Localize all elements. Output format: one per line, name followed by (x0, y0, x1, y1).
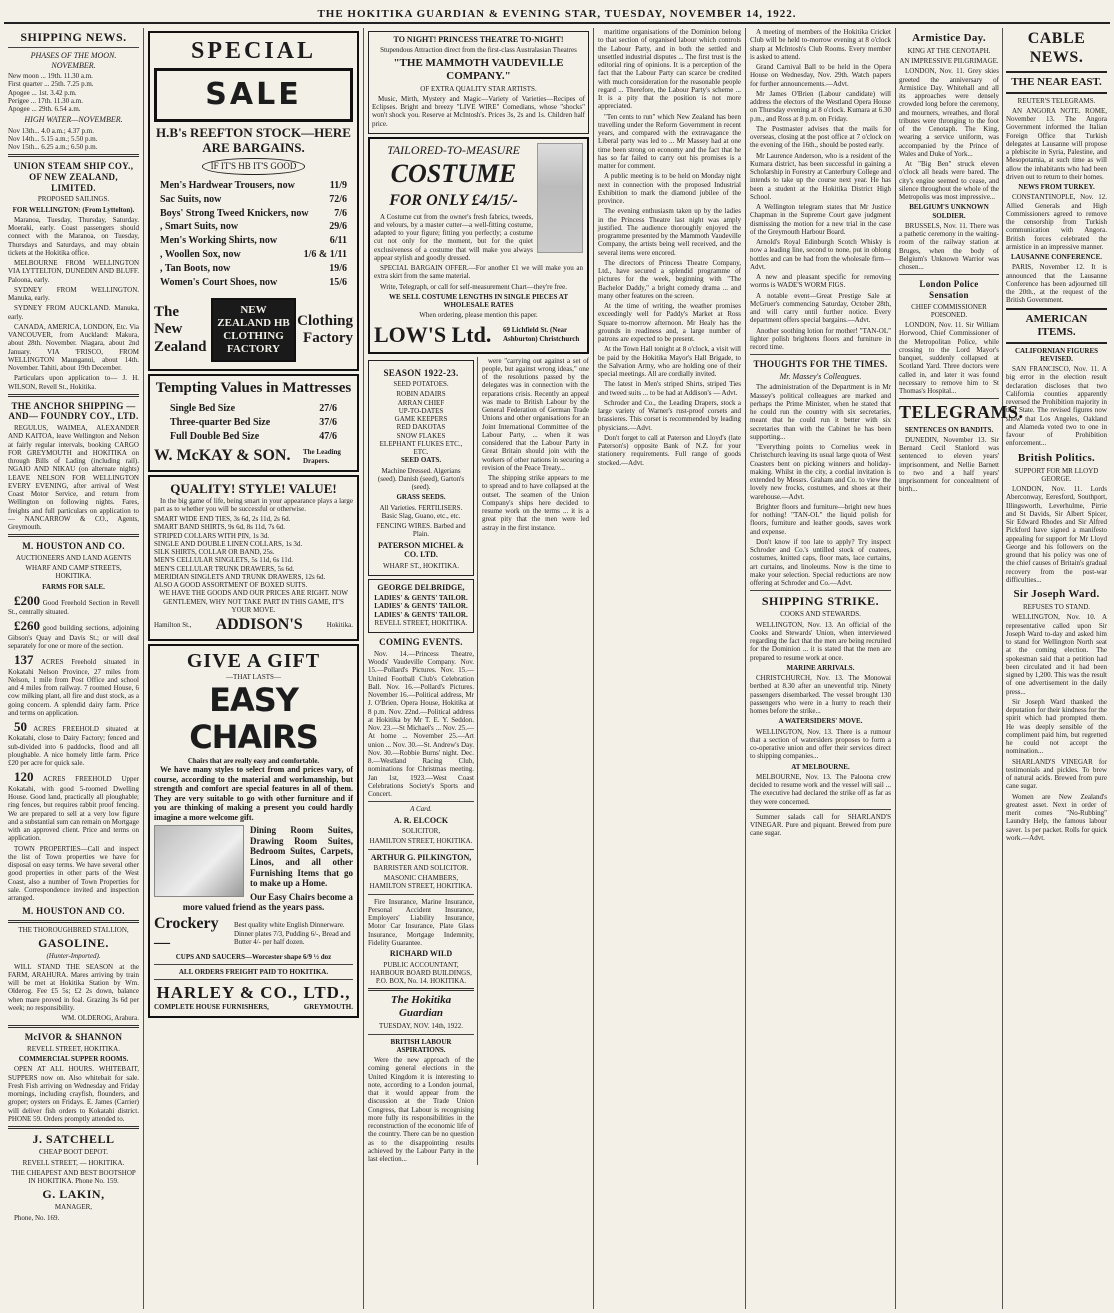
wellington-heading: FOR WELLINGTON: (From Lyttelton). (12, 205, 135, 214)
price-row-price: 7/6 (334, 207, 347, 219)
american-sub: CALIFORNIAN FIGURES REVISED. (1014, 346, 1099, 363)
special-heading: SPECIAL (190, 38, 317, 64)
mcivor-sub: COMMERCIAL SUPPER ROOMS. (18, 1055, 129, 1064)
mcivor-address: REVELL STREET, HOKITIKA. (27, 1044, 120, 1053)
harley-ad (148, 644, 359, 1018)
farm-4: 50 ACRES FREEHOLD situated at Kokatahi, close to Dairy Factory; fenced and sub-divided into 6 paddocks, flood and all ploughable. A nice homely little farm. Price £20 per acre for quick sale. (8, 719, 139, 768)
local-text-4: The evening enthusiasm taken up by the ladies in the Princess Theatre last night was amply justified. The audience thoroughly enjoyed the programme presented by the Mammoth Vaudeville Company, the artists being well received, and the several items were encored. (598, 207, 741, 257)
near-east-heading: THE NEAR EAST. (1006, 71, 1107, 94)
price-row-price: 1/6 & 1/11 (303, 248, 347, 260)
usco-sub: PROPOSED SAILINGS. (37, 195, 110, 204)
delbridge-line: LADIES' & GENTS' TAILOR. (374, 610, 468, 619)
mattress-row-price: 37/6 (319, 416, 337, 428)
lakin-sub: MANAGER, (54, 1203, 93, 1212)
quality-item: ALSO A GOOD ASSORTMENT OF BOXED SUITS. (154, 581, 308, 589)
paterson-name: PATERSON MICHEL & CO. LTD. (378, 540, 464, 560)
costume-patterns: WE SELL COSTUME LENGTHS IN SINGLE PIECES AT WHOLESALE RATES (388, 292, 568, 310)
gasoline-signature: WM. OLDEROG, Arahura. (61, 1014, 139, 1023)
mckay-name: W. McKAY & SON. (154, 447, 291, 465)
farm-5-price: 120 (14, 769, 34, 785)
wellington-text: Maranoa, Tuesday, Thursday, Saturday. Moeraki, early. Coast passengers should connect with the Maranoa, on Tuesday, Thursdays and Saturdays, and may obtain tickets at the Hokitika office. (8, 215, 139, 257)
column-notices (364, 28, 594, 1309)
fashion-illustration (537, 143, 583, 253)
harley-name: HARLEY & CO., LTD., (156, 983, 351, 1003)
mattress-row-label: Full Double Bed Size (170, 430, 260, 442)
seed-item: UP-TO-DATES (398, 406, 444, 415)
quality-list (154, 515, 353, 589)
addison-right: Hokitika. (326, 621, 353, 630)
price-row-label: Men's Working Shirts, now (160, 235, 278, 247)
card-heading: A Card. (410, 805, 432, 814)
mcivor-heading: McIVOR & SHANNON (24, 1032, 123, 1043)
mammoth-sub: OF EXTRA QUALITY STAR ARTISTS. (420, 84, 537, 93)
lausanne-text: PARIS, November 12. It is announced that the Lausanne Conference has been adjourned till the 20th., at the request of the British Government. (1006, 263, 1107, 305)
price-row-label: Women's Court Shoes, now (160, 276, 278, 288)
shamrock-text: Summer salads call for SHARLAND'S VINEGAR. Pure and piquant. Brewed from pure cane sugar. (750, 812, 891, 838)
seed-ad (368, 360, 474, 576)
fencing-text: FENCING WIRES. Barbed and Plain. (376, 522, 466, 539)
grass-heading: GRASS SEEDS. (396, 493, 446, 502)
armistice-heading: Armistice Day. (912, 32, 986, 44)
farm-1-price: £200 (14, 592, 40, 608)
coming-events-text: Nov. 14.—Princess Theatre, Woods' Vaudeville Company. Nov. 15.—Pollard's Pictures. Nov. 15.—United Football Club's Celebration Ball. Nov. 16.—Pollard's Pictures. November 16.—Political address, Mr J. O'Brien. Opera House, Hokitika at 8 p.m. Nov. 22nd.—Political address at Hokitika by Mr T. E. Y. Seddon. Nov. 23.—St Michael's ... Nov. 25.—At home ... November 25.—Art union ... Nov. 30.—St. Andrew's Day. Nov. 30.—Robbie Burns' night. Dec. 8.—Westland Racing Club, nominations for Christmas meeting. Jan 1st, 1923.—West Coast Celebrations Society's Sports and Concert. (368, 649, 474, 799)
shipping-heading: SHIPPING NEWS. (20, 30, 127, 44)
princess-sub: Stupendous Attraction direct from the first-class Australasian Theatres (380, 46, 577, 55)
american-text: SAN FRANCISCO, Nov. 11. A big error in the election result declaration discloses that two California counties apparently reversed the Prohibition majority in that State. The revised figures now show that Los Angeles, Oakland and Alameda voted two to one in favour of Prohibition enforcement... (1006, 365, 1107, 448)
seed-item: ELEPHANT FLUKES ETC., ETC. (379, 439, 463, 457)
price-list (154, 179, 353, 289)
price-row (154, 262, 353, 276)
thoughts-text-4: Don't know if too late to apply? Try inspect Schroder and Co.'s untilled stock of coatees, costumes, knitted caps, floor mats, lace curtains, art curtains, and linoleums. Now is the time to make your selection. Special reductions are now offering at Schroder and Co.—Advt. (750, 537, 891, 588)
price-row-label: , Woollen Sox, now (160, 248, 241, 260)
district-text-4: The Postmaster advises that the mails for overseas, closing at the post office at 7 o'clock on the evening of the 16th., should be posted early. (750, 124, 891, 150)
delbridge-line: LADIES' & GENTS' TAILOR. (374, 594, 468, 603)
gift-sub: —THAT LASTS— (226, 673, 281, 682)
seed-item: RED DAKOTAS (396, 423, 446, 432)
farms-heading: FARMS FOR SALE. (42, 582, 105, 591)
farm-2-price: £260 (14, 618, 40, 634)
quality-footer: WE HAVE THE GOODS AND OUR PRICES ARE RIGHT. NOW GENTLEMEN, WHY NOT TAKE PART IN THIS GAME, IT'S YOUR MOVE. (158, 589, 348, 614)
high-water-heading: HIGH WATER—NOVEMBER. (24, 115, 123, 125)
ward-text-2: Sir Joseph Ward thanked the deputation for their kindness for the spirit which had prompted them. He was deeply sensible of the compliment paid him, but regretted he could not accept the nomination... (1006, 697, 1107, 756)
mattress-prices (164, 402, 343, 443)
stallion-heading: THE THOROUGHBRED STALLION, (18, 925, 129, 934)
nz-clothing-logo: NEW ZEALAND HB CLOTHING FACTORY (211, 298, 297, 362)
moon-line: Apogee ... 1st. 3.42 p.m. (8, 88, 77, 97)
high-water-line: Nov 13th... 4.0 a.m.; 4.37 p.m. (8, 126, 94, 135)
oats-text: Machine Dressed. Algerians (seed). Danish (seed), Garton's (seed). (377, 466, 465, 492)
price-row (154, 248, 353, 262)
mattress-row (164, 402, 343, 416)
paterson-sub: WHARF ST., HOKITIKA. (383, 561, 459, 570)
coming-events-heading: COMING EVENTS. (379, 637, 463, 648)
local-text-5: The directors of Princess Theatre Company, Ltd., have secured a splendid programme of pictures for the week, beginning with "The Bachelor Daddy," a bright comedy drama ... and many other features on the screen. (598, 258, 741, 300)
easy-chairs-heading: EASY CHAIRS (189, 680, 318, 757)
delbridge-line: LADIES' & GENTS' TAILOR. (374, 602, 468, 611)
shipping-strike-heading: SHIPPING STRIKE. (761, 594, 880, 609)
marine-text: CHRISTCHURCH, Nov. 13. The Monowai berthed at 8.30 after an uneventful trip. Ninety passengers disembarked. The vessel brought 130 passengers who were in a hurry to reach their homes before the strike... (750, 674, 891, 716)
satchell-heading: J. SATCHELL (32, 1132, 115, 1147)
costume-text2: SPECIAL BARGAIN OFFER.—For another £1 we will make you an extra skirt from the same material. (374, 264, 583, 281)
seed-heading: SEED POTATOES. (393, 380, 449, 389)
fits-badge: IF IT'S HB IT'S GOOD (202, 158, 306, 175)
pilkington-name: ARTHUR G. PILKINGTON, (370, 852, 472, 862)
column-district-news (746, 28, 896, 1309)
telegrams-sub: SENTENCES ON BANDITS. (904, 425, 994, 434)
local-text-6: At the time of writing, the weather promises exceedingly well for Paddy's Market at Ross Square to-morrow afternoon. Mr Healy has the grounds in readiness and, a large number of patrons are expected to be present. (598, 302, 741, 343)
gasoline-text: WILL STAND THE SEASON at the FARM, ARAHURA. Mares arriving by train will be met at Hokitika Station by Wm. Olderog. Fee £5 5s; £2 2s down, balance when mare proved in foal. Grazing 3s 6d per week; no responsibility. (8, 962, 139, 1012)
costume-heading: COSTUME (390, 159, 517, 189)
satchell-text: THE CHEAPEST AND BEST BOOTSHOP IN HOKITIKA. Phone No. 159. (11, 1168, 136, 1186)
guardian-nameplate: The Hokitika Guardian (390, 994, 452, 1020)
moon-heading: PHASES OF THE MOON. NOVEMBER. (30, 51, 117, 70)
clothing-factory-label: Clothing Factory (297, 312, 354, 347)
armistice-sub-2: AN IMPRESSIVE PILGRIMAGE. (899, 57, 999, 66)
quality-item: STRIPED COLLARS WITH PIN, 1s 3d. (154, 531, 270, 540)
local-text-7: At the Town Hall tonight at 8 o'clock, a visit will be paid by the Hokitika Mayor's Hall Brigade, to the Salvation Army, who are holding one of their special meetings. All are cordially invited. (598, 345, 741, 378)
princess-theatre-ad (368, 31, 589, 134)
houston-heading: M. HOUSTON AND CO. (22, 541, 125, 552)
pilkington-sub: BARRISTER AND SOLICITOR. (373, 863, 469, 872)
quality-heading: QUALITY! STYLE! VALUE! (170, 481, 337, 497)
price-row-label: Sac Suits, now (160, 193, 222, 205)
ward-heading: Sir Joseph Ward. (1013, 588, 1100, 601)
harley-town: GREYMOUTH. (303, 1003, 353, 1012)
price-row-label: Boys' Strong Tweed Knickers, now (160, 207, 309, 219)
mattress-row-price: 47/6 (319, 430, 337, 442)
mattress-row-price: 27/6 (319, 402, 337, 414)
costume-note: Write, Telegraph, or call for self-measurement Chart—they're free. (380, 282, 567, 291)
waterside-heading: A WATERSIDERS' MOVE. (778, 717, 863, 726)
price-row-price: 29/6 (329, 221, 347, 233)
notices-right (482, 357, 589, 1166)
local-text-3: A public meeting is to be held on Monday night next in connection with the proposed Industrial Exhibition to mark the diamond jubilee of the province. (598, 172, 741, 205)
high-water-line: Nov 14th... 5.15 a.m.; 5.50 p.m. (8, 134, 98, 143)
gasoline-heading: GASOLINE. (38, 936, 109, 951)
farm-3: 137 ACRES Freehold situated in Kokatahi Nelson Province, 27 miles from Nelson, 1 mile from Post Office and school and 4 miles from railway. 7 roomed House, 6 cow milking plant, all fire and dust stock, as a going concern. A splendid dairy farm. Price and terms on application. (8, 652, 139, 717)
satchell-sub: CHEAP BOOT DEPOT. (39, 1148, 108, 1157)
farm-1: £200 Good Freehold Section in Revell St., centrally situated. (8, 592, 140, 617)
thoughts-heading: THOUGHTS FOR THE TIMES. (753, 359, 888, 370)
easy-chairs-sub: Chairs that are really easy and comfortable. (187, 757, 320, 766)
price-row-price: 15/6 (329, 276, 347, 288)
moon-lines (8, 72, 139, 113)
strike-sub: COOKS AND STEWARDS. (780, 610, 861, 619)
quality-item: MEN'S CELLULAR SINGLETS, 5s 11d, 6s 11d. (154, 556, 293, 565)
anchor-heading: THE ANCHOR SHIPPING —AND— FOUNDRY COY., LTD. (8, 400, 139, 422)
waterside-text: WELLINGTON, Nov. 13. There is a rumour that a section of watersiders proposes to form a co-operative union and offer their services direct to shipping companies... (750, 727, 891, 761)
column-cables (896, 28, 1110, 1309)
new-zealand-label: The New Zealand (154, 303, 207, 356)
column-shipping (4, 28, 144, 1309)
price-row (154, 193, 353, 207)
quality-text: In the big game of life, being smart in your appearance plays a large part as to whether you will be successful or otherwise. (154, 496, 353, 513)
armistice-text: LONDON, Nov. 11. Grey skies greeted the anniversary of Armistice Day. Whitehall and all its approaches were densely crowded long before the ceremony, and mourners, wreathes, and floral tributes were thronging to the foot of the Cenotaph. The King, wearing a service uniform, was accompanied by the Prince of Wales and Duke of York... (899, 67, 999, 158)
delbridge-ad (368, 579, 474, 633)
masthead (4, 6, 1110, 24)
ward-text: WELLINGTON, Nov. 10. A representative called upon Sir Joseph Ward to-day and asked him to stand for Wellington North seat at the coming election. The spokesman said that a petition had been circulated and it had been signed by 1,200. This was the result of one advertisement in the daily press... (1006, 613, 1107, 696)
quality-item: MERIDIAN SINGLETS AND TRUNK DRAWERS, 12s 6d. (154, 572, 326, 581)
particulars-text: Particulars upon application to— J. H. WILSON, Revell St., Hokitika. (8, 374, 139, 391)
wild-name: RICHARD WILD (389, 949, 453, 959)
seed-list (372, 390, 470, 456)
district-text-1: A meeting of members of the Hokitika Cricket Club will be held to-morrow evening at 8 o'clock sharp at McIntosh's Club Rooms. Every member is asked to attend. (750, 28, 891, 61)
hb-sale-ad (148, 31, 359, 371)
harley-sub: COMPLETE HOUSE FURNISHERS, (154, 1003, 269, 1012)
strike-text: WELLINGTON, Nov. 13. An official of the Cooks and Stewards' Union, when interviewed regarding the fact that the men are being recruited for the Dominion ... it is stated that the men are prepared to resume work at once. (750, 620, 891, 662)
mattress-row (164, 416, 343, 430)
moon-line: New moon ... 19th. 11.30 a.m. (8, 72, 93, 81)
melbourne-text: MELBOURNE FROM WELLINGTON VIA LYTTELTON, DUNEDIN AND BLUFF. Paloona, early. (8, 259, 139, 284)
town-properties: TOWN PROPERTIES—Call and inspect the list of Town properties we have for disposal on easy terms. We have several other good properties in other parts of the West Coast, also a number of Town Properties for sale. Correspondence invited and inspection arranged. (8, 844, 139, 903)
delbridge-address: REVELL STREET, HOKITIKA. (374, 618, 468, 627)
labour-heading: BRITISH LABOUR ASPIRATIONS. (390, 1037, 452, 1054)
price-row-label: , Smart Suits, now (160, 221, 239, 233)
price-row (154, 276, 353, 290)
column-cable-news (1003, 28, 1110, 1309)
district-text-10: Another soothing lotion for mother! "TAN-OL" lighter polish brightens floors and furniture in record time. (750, 326, 891, 351)
tanol-text: Women are New Zealand's greatest asset. Next in order of merit comes "No-Rubbing" Laundry Help, the famous labour saver. 1s per packet. Rolls for quick work.—Advt. (1006, 792, 1107, 842)
princess-heading: TO NIGHT! PRINCESS THEATRE TO-NIGHT! (393, 35, 564, 44)
british-politics-heading: British Politics. (1017, 451, 1096, 464)
costume-patterns2: When ordering, please mention this paper. (419, 311, 538, 320)
seed-item: SNOW FLAKES (396, 431, 446, 440)
chairs-more: Our Easy Chairs become a more valued friend as the years pass. (182, 891, 353, 913)
district-text-7: Arnold's Royal Edinburgh Scotch Whisky is now a leading line, second to none, put in oblong bottles and can be had from the wholesale firm—Advt. (750, 238, 891, 271)
quality-item: SMART WIDE END TIES, 3s 6d, 2s 11d, 2s 6d. (154, 515, 291, 523)
price-row-price: 11/9 (329, 179, 347, 191)
telegrams-text: DUNEDIN, November 13. Sir Bernard Cecil Stanlord was sentenced to eleven years' imprisonment, and Nellie Barnett to two and a half years' imprisonment for concealment of birth... (899, 435, 999, 494)
mattress-ad (148, 374, 359, 472)
column-armistice (896, 28, 1024, 1309)
farm-2: £260 good building sections, adjoining Gibson's Quay and Davis St.; or will deal separately for one or more of the section. (8, 618, 140, 651)
turkey-heading: NEWS FROM TURKEY. (1018, 183, 1095, 192)
melbourne-heading: AT MELBOURNE. (791, 762, 850, 771)
local-text-2: "Ten cents to run" which New Zealand has been travelling under the Reform Government in recent years, and compared with the extravagance the Liberal party was led to ... Mr Massey had at one time been strong on economy and the fact that he has so far failed to carry out his promises is a matter for comment. (598, 112, 741, 170)
masthead-title: THE HOKITIKA GUARDIAN & EVENING STAR, TUESDAY, NOVEMBER 14, 1922. (317, 7, 797, 20)
elcock-address: HAMILTON STREET, HOKITIKA. (369, 837, 473, 846)
delbridge-lines (372, 594, 470, 619)
sale-logo: SALE (154, 68, 353, 121)
price-row (154, 207, 353, 221)
telegrams-heading: TELEGRAMS. (899, 402, 1024, 423)
quality-item: MEN'S CELLULAR TRUNK DRAWERS, 5s 6d. (154, 564, 295, 573)
mammoth-text: Music, Mirth, Mystery and Magic—Variety of Varieties—Recipes of Eclipses. Bright and breezy "LIVE WIRE" Comedians, whose "shocks" won't shock you. Reserve at McIntosh's. Prices 3s, 2s and 1s. Children half price. (372, 94, 585, 128)
turkey-text: CONSTANTINOPLE, Nov. 12. Allied Generals and High Commissioners agreed to remove the censorship from Turkish communication with Angora. British forces celebrated the armistice in an impressive manner. (1006, 193, 1107, 251)
price-row-price: 72/6 (329, 193, 347, 205)
mckay-sub: The Leading Drapers. (303, 448, 341, 465)
unknown-soldier-text: BRUSSELS, Nov. 11. There was a pathetic ceremony in the waiting-room of the railway station at Bruges, when the body of Belgium's Unknown Warrior was chosen... (899, 221, 999, 272)
houston-address: WHARF AND CAMP STREETS, HOKITIKA. (25, 564, 122, 581)
armistice-sub: KING AT THE CENOTAPH. (907, 46, 991, 55)
freight-text: ALL ORDERS FREIGHT PAID TO HOKITIKA. (178, 967, 329, 976)
sydney2-text: SYDNEY FROM AUCKLAND. Manuka, early. (8, 304, 139, 321)
price-row (154, 220, 353, 234)
farm-3-price: 137 (14, 652, 34, 668)
district-text-9: A notable event—Great Prestige Sale at McGruer's commencing Saturday, October 28th, and will carry until further notice. Every department offers special bargains.—Advt. (750, 291, 891, 325)
lows-costume-ad (368, 137, 589, 354)
lakin-heading: G. LAKIN, (42, 1187, 105, 1202)
costume-text: A Costume cut from the owner's fresh fabrics, tweeds, and velours, by a master cutter—a well-fitting costume, adapted to your figure; fitting you perfectly; a costume cut not only for the moment, but for the quiet exclusiveness of a costume that will make you always appear stylish and goodly dressed. (374, 212, 533, 262)
district-text-3: Mr James O'Brien (Labour candidate) will address the electors of the Westland Opera House on Thursday evening at 8 o'clock. Kumara at 6.30 p.m., and Ross at 8 p.m. on Friday. (750, 89, 891, 123)
london-police-text: LONDON, Nov. 11. Sir William Horwood, Chief Commissioner of the Metropolitan Police, while crossing to the Lord Mayor's banquet, suddenly collapsed at Scotland Yard. Three doctors were called in, and later it was found necessary to remove him to St Thomas's Hospital... (899, 321, 999, 396)
elcock-sub: SOLICITOR, (401, 827, 441, 835)
canada-text: CANADA, AMERICA, LONDON, Etc. Via VANCOUVER, from Auckland: Makura, about 28th. November. Niagara, about 2nd January. VIA 'FRISCO, FROM WELLINGTON Maunganui, about 14th. November. Tahiti, about 19th December. (8, 322, 139, 373)
quality-item: SMART BAND SHIRTS, 9s 6d, 8s 11d, 7s 6d. (154, 523, 286, 532)
editorial-date: TUESDAY, NOV. 14th, 1922. (378, 1022, 464, 1031)
farm-5: 120 ACRES FREEHOLD Upper Kokatahi, with good 5-roomed Dwelling House. Good land, practically all ploughable; ring fences, but requires rabbit proof fencing. We are prepared to sell at a very low figure and a substantial sum can remain on Mortgage with an approved client. Price and terms on application. (8, 769, 139, 843)
melbourne-text: MELBOURNE, Nov. 13. The Paloona crew decided to resume work and the vessel will sail ... The executive had declared the strike off as far as they were concerned. (750, 772, 891, 806)
usco-heading: UNION STEAM SHIP COY., OF NEW ZEALAND, LIMITED. (13, 161, 134, 193)
local-text-10: Don't forget to call at Paterson and Lloyd's (late Paterson's) opposite Bank of N.Z. for your stationery requirements. Full range of goods stocked.—Advt. (598, 433, 741, 467)
price-row (154, 234, 353, 248)
london-police-sub: CHIEF COMMISSIONER POISONED. (911, 302, 987, 319)
seed-item: ARRAN CHIEF (397, 398, 445, 407)
wild-sub: PUBLIC ACCOUNTANT, HARBOUR BOARD BUILDINGS, P.O. BOX, No. 14. HOKITIKA. (370, 960, 472, 986)
near-east-text: AN ANGORA NOTE. ROME, November 13. The Angora Government informed the Italian Foreign Office that Turkish delegates at Lausanne will propose a plebiscite in Syria, Palestine, and Mesopotamia, at such time as will allow the inhabitants who had been driven out to return to their homes. (1006, 106, 1107, 181)
london-police-heading: London Police Sensation (919, 279, 979, 301)
price-row-label: Men's Hardwear Trousers, now (160, 179, 295, 191)
gift-heading: GIVE A GIFT (186, 649, 321, 672)
lausanne-heading: LAUSANNE CONFERENCE. (1010, 253, 1102, 262)
district-text-5: Mr Laurence Anderson, who is a resident of the Kumara district, has been successful in gaining a Scholarship in Forestry at Canterbury College and intends to take up the course next year. He has been a student at the Hokitika District High School. (750, 151, 891, 201)
lows-address: 69 Lichfield St. (Near Ashburton) Christchurch (503, 326, 580, 343)
column-advertisements (144, 28, 364, 1309)
tailored-heading: TAILORED-TO-MEASURE (387, 142, 520, 157)
column-local-news (594, 28, 746, 1309)
price-row (154, 179, 353, 193)
district-text-6: A Wellington telegram states that Mr Justice Chapman in the Supreme Court gave judgment dismissing the motion for a new trial in the case of the Greymouth Harbour Board. (750, 203, 891, 236)
high-water-lines (8, 127, 139, 152)
mammoth-heading: "THE MAMMOTH VAUDEVILLE COMPANY." (393, 56, 564, 82)
vinegar-text: SHARLAND'S VINEGAR for testimonials and pickles. To brew of natural acids. Brewed from pure cane sugar. (1006, 757, 1107, 791)
local-text-1: maritime organisations of the Dominion belong to that section of organised labour which controls the Labour Party, and in both the settled and unsettled industrial disputes ... The first trust is the editorial ring of opinions. It is a perception of the fact that the Labour Party can scarce be credited with much consideration for the reasonable people regard ... Therefore, the Labour Party's scheme ... It is a pity that the position is not more appreciated. (598, 28, 741, 111)
district-text-2: Grand Carnival Ball to be held in the Opera House on Wednesday, Nov. 29th. Watch papers for further announcements.—Advt. (750, 63, 891, 88)
cups-text: CUPS AND SAUCERS—Worcester shape 6/9 ½ doz (175, 952, 332, 961)
mcivor-text: OPEN AT ALL HOURS. WHITEBAIT, SUPPERS now on. Also whitebait for sale. Fresh Fish arriving on Wednesday and Friday mornings, including crayfish, flounders, and groper; oysters on Fridays. E. James (Carrier) will deliver fish orders to Kokatahi district. PHONE 59. Orders promptly attended to. (8, 1065, 139, 1123)
addison-left: Hamilton St., (154, 621, 192, 630)
seed-item: GAME KEEPERS (394, 415, 448, 424)
price-row-price: 19/6 (329, 262, 347, 274)
armchair-illustration (154, 825, 244, 897)
houston-sub: AUCTIONEERS AND LAND AGENTS (15, 553, 132, 562)
crockery-heading: Crockery— (154, 914, 219, 951)
quality-item: SILK SHIRTS, COLLAR OR BAND, 25s. (154, 548, 275, 556)
mattress-row-label: Three-quarter Bed Size (170, 416, 271, 428)
mattress-heading: Tempting Values in Mattresses (155, 380, 352, 397)
sydney-text: SYDNEY FROM WELLINGTON. Manuka, early. (8, 285, 139, 303)
crockery-text: Best quality white English Dinnerware. Dinner plates 7/3, Pudding 6/-, Bread and Butter 4/- per half dozen. (233, 921, 351, 946)
british-politics-sub: SUPPORT FOR MR LLOYD GEORGE. (1014, 466, 1099, 483)
cable-news-heading: CABLE NEWS. (1027, 30, 1086, 66)
high-water-line: Nov 15th... 6.25 a.m.; 6.50 p.m. (8, 143, 98, 152)
ward-sub: REFUSES TO STAND. (1022, 603, 1091, 612)
thoughts-text-2: "Everything points to Cornelius week in Christchurch leaving its usual large quota of West Coasters bent on picking winners and holiday-making. Whilst in the city, a cordial invitation is extended by Messrs. Graham and Co. to view the lovely new frocks, costumes, and shoes at their warehouse.—Advt. (750, 443, 891, 501)
british-politics-text: LONDON, Nov. 11. Lords Aberconway, Eeresford, Southport, Illingsworth, Leverhulme, Pirrie and St Davids, Sir Albert Spicer, Sir Edward Rhodes and Sir Alfred Pickford have signed a manifesto appealing for support for Mr Lloyd George and his followers on the ground that his policy was one of the chief causes of Britain's gradual recovery from the post-war difficulties... (1006, 485, 1107, 584)
thoughts-text-3: Brighter floors and furniture—bright new hues for nothing! "TAN-OL" the liquid polish for floors, furniture and leather goods, saves work and expense. (750, 502, 891, 536)
armistice-text-2: At "Big Ben" struck eleven o'clock all heads were bared. The city's engine seemed to cease, and silence throughout the whole of the Metropolis was most impressive... (899, 160, 999, 202)
insurance-text: Fire Insurance, Marine Insurance, Personal Accident Insurance, Employers' Liability Insurance, Motor Car Insurance, Plate Glass Insurance, Mortgage Indemnity, Fidelity Guarantee. (368, 897, 474, 947)
notices-left (368, 357, 478, 1166)
mattress-row (164, 430, 343, 444)
labour-text: Were the new approach of the coming general elections in the United Kingdom it is interesting to note, according to a London journal, that it would appear from the discussion at the Trade Union Congress, that Labour is recognising more fully its responsibilities in the reconstruction of the economic life of the country. There can be no question as to the disappointing results achieved by the Labour Party in the last election... (368, 1056, 474, 1164)
moon-line: First quarter ... 25th. 7.25 p.m. (8, 80, 94, 89)
houston2-heading: M. HOUSTON AND CO. (22, 906, 125, 917)
price-row-label: , Tan Boots, now (160, 262, 231, 274)
seed-oats: SEED OATS. (400, 456, 442, 465)
american-heading: AMERICAN ITEMS. (1006, 308, 1107, 344)
thoughts-sub: Mr. Massey's Colleagues. (779, 371, 862, 381)
moon-line: Apogee ... 29th. 6.54 a.m. (8, 105, 81, 114)
local-text-8: The latest in Men's striped Shirts, striped Ties and tweed suits ... to be had at Addison's — Advt. (598, 380, 741, 397)
pilkington-address: MASONIC CHAMBERS, HAMILTON STREET, HOKITIKA. (369, 874, 473, 891)
mattress-row-label: Single Bed Size (170, 402, 236, 414)
season-heading: SEASON 1922-23. (383, 367, 459, 378)
labour-text-2: were "carrying out against a set of people, but against wrong ideas," one of the resolutions passed by the delegates was in connection with the reparations crisis. Recently an appeal was made to British Labour by the General Federation of German Trade Unions and other organisations for an Joint International Committee of the Labour Party, ... when it was considered that the Labour Party in Great Britain should join with the workers of other nations in securing a revision of the Peace Treaty... (482, 356, 589, 472)
addison-name: ADDISON'S (215, 616, 303, 633)
satchell-address: REVELL STREET, — HOKITIKA. (22, 1158, 125, 1167)
district-text-8: A new and pleasant specific for removing worms is WADE'S WORM FIGS. (750, 273, 891, 290)
easy-chairs-text: We have many styles to select from and prices vary, of course, according to the material and workmanship, but strength and comfort are special features in all of them. They are very suitable to go with other furniture and if you are thinking of making a present you could hardly imagine a more welcome gift. (154, 765, 353, 822)
elcock-name: A. R. ELCOCK (393, 815, 449, 825)
dining-text: Dining Room Suites, Drawing Room Suites, Bedroom Suites, Carpets, Linos, and all other Furnishing Items that go to make up a Home. (250, 825, 353, 889)
grass-text: All Varieties. FERTILISERS. Basic Slag, Guano, etc., etc. (379, 503, 463, 520)
unknown-soldier-heading: BELGIUM'S UNKNOWN SOLDIER. (909, 203, 989, 220)
reefton-heading: H.B's REEFTON STOCK—HERE ARE BARGAINS. (156, 124, 351, 156)
moon-line: Perigee ... 17th. 11.30 a.m. (8, 96, 83, 105)
seed-item: ROBIN ADAIRS (396, 390, 446, 399)
lakin-phone: Phone, No. 169. (14, 1213, 60, 1222)
price-row-price: 6/11 (329, 235, 347, 247)
farm-4-price: 50 (14, 719, 27, 735)
labour-text-3: The shipping strike appears to me to spread and to have collapsed at the outset. The seamen of the Union Company's ships here decided to resume work on the terms ... it is a great pity that the men were led astray in the first instance. (482, 474, 589, 532)
costume-price: FOR ONLY £4/15/- (389, 191, 518, 209)
quality-item: SINGLE AND DOUBLE LINEN COLLARS, 1s 3d. (154, 539, 303, 548)
local-text-9: Schroder and Co., the Leading Drapers, stock a large variety of Warner's rust-proof corsets and brassieres. This corset is recommended by leading physicians.—Advt. (598, 398, 741, 432)
near-east-sub: REUTER'S TELEGRAMS. (1017, 96, 1096, 105)
columns (4, 28, 1110, 1309)
delbridge-name: GEORGE DELBRIDGE, (377, 582, 465, 592)
addisons-ad (148, 475, 359, 641)
anchor-text: REGULUS, WAIMEA, ALEXANDER AND KAITOA, leave Wellington and Nelson at fairly regular intervals, booking CARGO FOR GREYMOUTH and HOKITIKA on through Bills of Lading (including rail). NGAIO AND NIKAU (on alternate nights) LEAVE NELSON FOR WELLINGTON EVERY EVENING, after arrival of West Coast Motor Service, and return from Wellington on following nights. Fares, freights and full particulars on application to— NANCARROW & CO., Agents, Greymouth. (8, 424, 139, 532)
thoughts-text: The administration of the Department is in Mr Massey's political colleagues are marked and perhaps the Prime Minister, when he stated that he could run the country with six secretaries, meant that he could run it better with six secretaries than with the Cabinet he has been supporting... (750, 383, 891, 441)
gasoline-sub: (Hunter-Imported). (46, 952, 101, 961)
lows-name: LOW'S Ltd. (374, 321, 492, 347)
marine-heading: MARINE ARRIVALS. (786, 663, 855, 672)
